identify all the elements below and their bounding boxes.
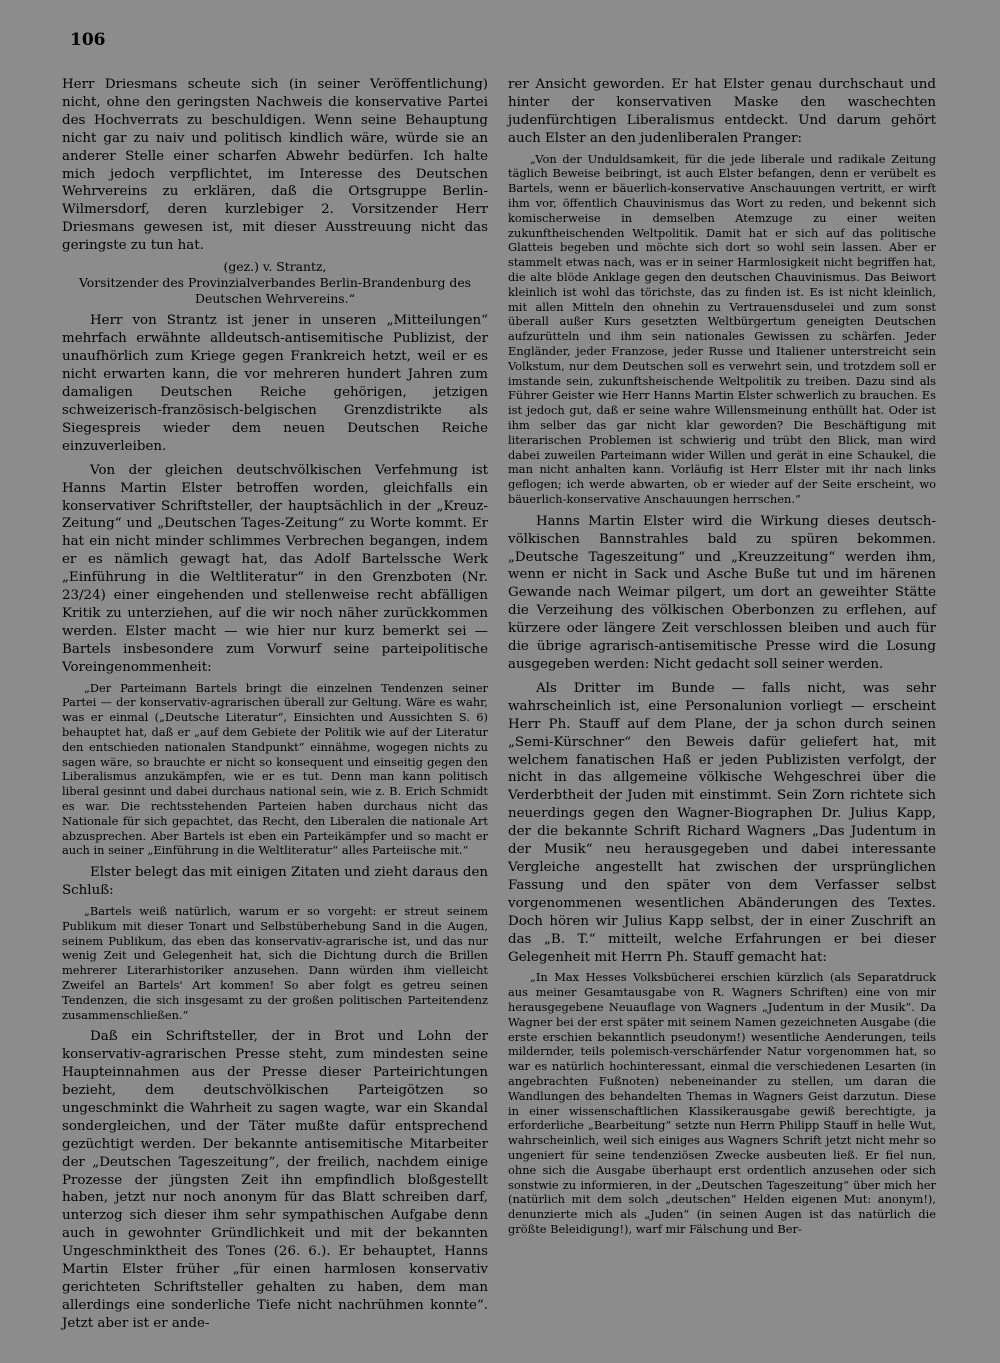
paragraph: Herr von Strantz ist jener in unseren „Mitteilungen“ mehrfach erwähnte alldeutsch-antisemitische Publizist, der unaufhörlich zum Kriege gegen Frankreich hetzt, weil er es nicht erwarten kann, die vor mehreren hundert Jahren zum damaligen Deutschen Reiche gehörigen, jetzigen schweizerisch-französisch-belgischen Grenzdistrikte als Siegespreis wieder dem neuen Deutschen Reiche einzuverleiben. [62, 313, 488, 454]
paragraph: Als Dritter im Bunde — falls nicht, was sehr wahrscheinlich ist, eine Personalunion vorliegt — erscheint Herr Ph. Stauff auf dem Plane, der ja schon durch seinen „Semi-Kürschner“ den Beweis dafür geliefert hat, mit welchem fanatischen Haß er jeden Publizisten verfolgt, der nicht in das allgemeine völkische Wehgeschrei über die Verderbtheit der Juden mit einstimmt. Sein Zorn richtete sich neuerdings gegen den Wagner-Biographen Dr. Julius Kapp, der die bekannte Schrift Richard Wagners „Das Judentum in der Musik“ neu herausgegeben und dabei interessante Vergleiche angestellt hat zwischen der ursprünglichen Fassung und den später von dem Verfasser selbst vorgenommenen wesentlichen Abänderungen des Textes. Doch hören wir Julius Kapp selbst, der in einer Zuschrift an das „B. T.“ mitteilt, welche Erfahrungen er bei dieser Gelegenheit mit Herrn Ph. Stauff gemacht hat: [508, 680, 936, 965]
signature-title: Vorsitzender des Provinzialverbandes Berlin-Brandenburg des Deutschen Wehrvereins.“ [78, 274, 472, 306]
paragraph: Elster belegt das mit einigen Zitaten und zieht daraus den Schluß: [62, 865, 488, 899]
block-quote [508, 970, 936, 1236]
left-column [62, 76, 488, 1333]
right-column [508, 76, 936, 1243]
signature-block [62, 259, 488, 306]
quote-text: „Von der Unduldsamkeit, für die jede liberale und radikale Zeitung täglich Beweise beibringt, ist auch Elster befangen, denn er verübelt es Bartels, wenn er bäuerlich-konservative Anschauungen vertritt, er wirft ihm vor, öffentlich Chauvinismus das Wort zu reden, und bekennt sich komischerweise in demselben Atemzuge zu einer weiten zukunftheischenden Weltpolitik. Damit hat er sich auf das politische Glatteis begeben und möchte sich dort so wohl sein lassen. Aber er stammelt etwas nach, was er in seiner Harmlosigkeit nicht begriffen hat, die alte blöde Anklage gegen den deutschen Chauvinismus. Das Beiwort kleinlich ist wohl das törichste, das zu finden ist. Es ist nicht kleinlich, mit allen Mitteln den ohnehin zu Vertrauensduselei und zum sonst überall außer Kurs gesetzten Weltbürgertum geneigten Deutschen aufzurütteln und ihm sein nationales Gewissen zu schärfen. Jeder Engländer, jeder Franzose, jeder Russe und Italiener unterstreicht sein Volkstum, nur dem Deutschen soll es verwehrt sein, und trotzdem soll er imstande sein, zukunftsheischende Weltpolitik zu treiben. Dazu sind als Führer Geister wie Herr Hanns Martin Elster schwerlich zu brauchen. Es ist jedoch gut, daß er seine wahre Willensmeinung enthüllt hat. Oder ist ihm selber das gar nicht klar geworden? Die Beschäftigung mit literarischen Problemen ist schwierig und trübt den Blick, man wird dabei zuweilen Parteimann wider Willen und gerät in eine Schaukel, die man nicht anhalten kann. Vorläufig ist Herr Elster mit ihr nach links geflogen; ich werde abwarten, ob er wieder auf der Seite erscheint, wo bäuerlich-konservative Anschauungen herrschen.“ [508, 151, 936, 506]
paragraph: Hanns Martin Elster wird die Wirkung dieses deutsch-völkischen Bannstrahles bald zu spüren bekommen. „Deutsche Tageszeitung“ und „Kreuzzeitung“ werden ihm, wenn er nicht in Sack und Asche Buße tut und im härenen Gewande nach Weimar pilgert, um dort an geweihter Stätte die Verzeihung des völkischen Oberbonzen zu erflehen, auf kürzere oder längere Zeit verschlossen bleiben und auch für die übrige agrarisch-antisemitische Presse wird die Losung ausgegeben werden: Nicht gedacht soll seiner werden. [508, 513, 936, 672]
block-quote [62, 904, 488, 1022]
quote-text: „Der Parteimann Bartels bringt die einzelnen Tendenzen seiner Partei — der konservativ-agrarischen überall zur Geltung. Wäre es wahr, was er einmal („Deutsche Literatur“, Einsichten und Aussichten S. 6) behauptet hat, daß er „auf dem Gebiete der Politik wie auf der Literatur den entschieden nationalen Standpunkt“ einnähme, wogegen nichts zu sagen wäre, so brauchte er nicht so konsequent und einseitig gegen den Liberalismus anzukämpfen, wie er es tut. Denn man kann politisch liberal gesinnt und dabei durchaus national sein, wie z. B. Erich Schmidt es war. Die rechtsstehenden Parteien haben durchaus nicht das Nationale für sich gepachtet, das Recht, den Liberalen die nationale Art abzusprechen. Aber Bartels ist eben ein Parteikämpfer und so macht er auch in seiner „Einführung in die Weltliteratur“ alles Parteiische mit.“ [62, 680, 488, 858]
paragraph: rer Ansicht geworden. Er hat Elster genau durchschaut und hinter der konservativen Maske den waschechten judenfürchtigen Liberalismus entdeckt. Und darum gehört auch Elster an den judenliberalen Pranger: [508, 77, 936, 146]
paragraph: Von der gleichen deutschvölkischen Verfehmung ist Hanns Martin Elster betroffen worden, gleichfalls ein konservativer Schriftsteller, der hauptsächlich in der „Kreuz-Zeitung“ und „Deutschen Tages-Zeitung“ zu Worte kommt. Er hat ein nicht minder schlimmes Verbrechen begangen, indem er es nämlich gewagt hat, das Adolf Bartelssche Werk „Einführung in die Weltliteratur“ in den Grenzboten (Nr. 23/24) einer eingehenden und stellenweise recht abfälligen Kritik zu unterziehen, auf die wir noch näher zurückkommen werden. Elster macht — wie hier nur kurz bemerkt sei — Bartels insbesondere zum Vorwurf seine parteipolitische Voreingenommenheit: [62, 462, 488, 675]
quote-text: „Bartels weiß natürlich, warum er so vorgeht: er streut seinem Publikum mit dieser Tonart und Selbstüberhebung Sand in die Augen, seinem Publikum, das eben das konservativ-agrarische ist, und das nur wenig Zeit und Gelegenheit hat, sich die Dichtung durch die Brillen mehrerer Literarhistoriker anzusehen. Dann würden ihm vielleicht Zweifel an Bartels' Art kommen! So aber folgt es getreu seinen Tendenzen, die sich insgesamt zu der großen politischen Parteitendenz zusammenschließen.“ [62, 903, 488, 1022]
block-quote [508, 152, 936, 507]
signature-name: (gez.) v. Strantz, [223, 259, 327, 275]
page-number: 106 [70, 30, 106, 50]
block-quote [62, 681, 488, 859]
quote-text: „In Max Hesses Volksbücherei erschien kürzlich (als Separatdruck aus meiner Gesamtausgabe von R. Wagners Schriften) eine von mir herausgegebene Neuauflage von Wagners „Judentum in der Musik“. Da Wagner bei der erst später mit seinem Namen gezeichneten Ausgabe (die erste erschien bekanntlich pseudonym!) wesentliche Aenderungen, teils mildernder, teils polemisch-verschärfender Natur vorgenommen hat, so war es natürlich hochinteressant, einmal die verschiedenen Lesarten (in angebrachten Fußnoten) nebeneinander zu stellen, um daran die Wandlungen des behandelten Themas in Wagners Geist darzutun. Diese in einer wissenschaftlichen Klassikerausgabe gewiß berechtigte, ja erforderliche „Bearbeitung“ setzte nun Herrn Philipp Stauff in helle Wut, wahrscheinlich, weil sich einiges aus Wagners Schrift jetzt nicht mehr so ungeniert für seine tendenziösen Zwecke ausbeuten ließ. Er fiel nun, ohne sich die Ausgabe überhaupt erst ordentlich anzusehen oder sich sonstwie zu informieren, in der „Deutschen Tageszeitung“ über mich her (natürlich mit dem solch „deutschen“ Helden eigenen Mut: anonym!), denunzierte mich als „Juden“ (in seinen Augen ist das natürlich die größte Beleidigung!), warf mir Fälschung und Ber- [508, 970, 936, 1236]
paragraph: Herr Driesmans scheute sich (in seiner Veröffentlichung) nicht, ohne den geringsten Nachweis die konservative Partei des Hochverrats zu beschuldigen. Wenn seine Behauptung nicht gar zu naiv und politisch kindlich wäre, würde sie an anderer Stelle einer scharfen Abwehr bedürfen. Ich halte mich jedoch verpflichtet, im Interesse des Deutschen Wehrvereins zu erklären, daß die Ortsgruppe Berlin-Wilmersdorf, deren kurzlebiger 2. Vorsitzender Herr Driesmans gewesen ist, mit dieser Ausstreuung nicht das geringste zu tun hat. [62, 77, 488, 254]
paragraph: Daß ein Schriftsteller, der in Brot und Lohn der konservativ-agrarischen Presse steht, zum mindesten seine Haupteinnahmen aus der Presse dieser Parteirichtungen bezieht, dem deutschvölkischen Parteigötzen so ungeschminkt die Wahrheit zu sagen wagte, war ein Skandal sondergleichen, und der Täter mußte dafür entsprechend gezüchtigt werden. Der bekannte antisemitische Mitarbeiter der „Deutschen Tageszeitung“, der freilich, nachdem einige Prozesse der jüngsten Zeit ihn empfindlich bloßgestellt haben, jetzt nur noch anonym für das Blatt schreiben darf, unterzog sich dieser ihm sehr sympathischen Aufgabe denn auch in gewohnter Gründlichkeit und mit der bekannten Ungeschminktheit des Tones (26. 6.). Er behauptet, Hanns Martin Elster früher „für einen harmlosen konservativ gerichteten Schriftsteller gehalten zu haben, dem man allerdings eine sonderliche Tiefe nicht nachrühmen konnte“. Jetzt aber ist er ande- [62, 1029, 488, 1331]
